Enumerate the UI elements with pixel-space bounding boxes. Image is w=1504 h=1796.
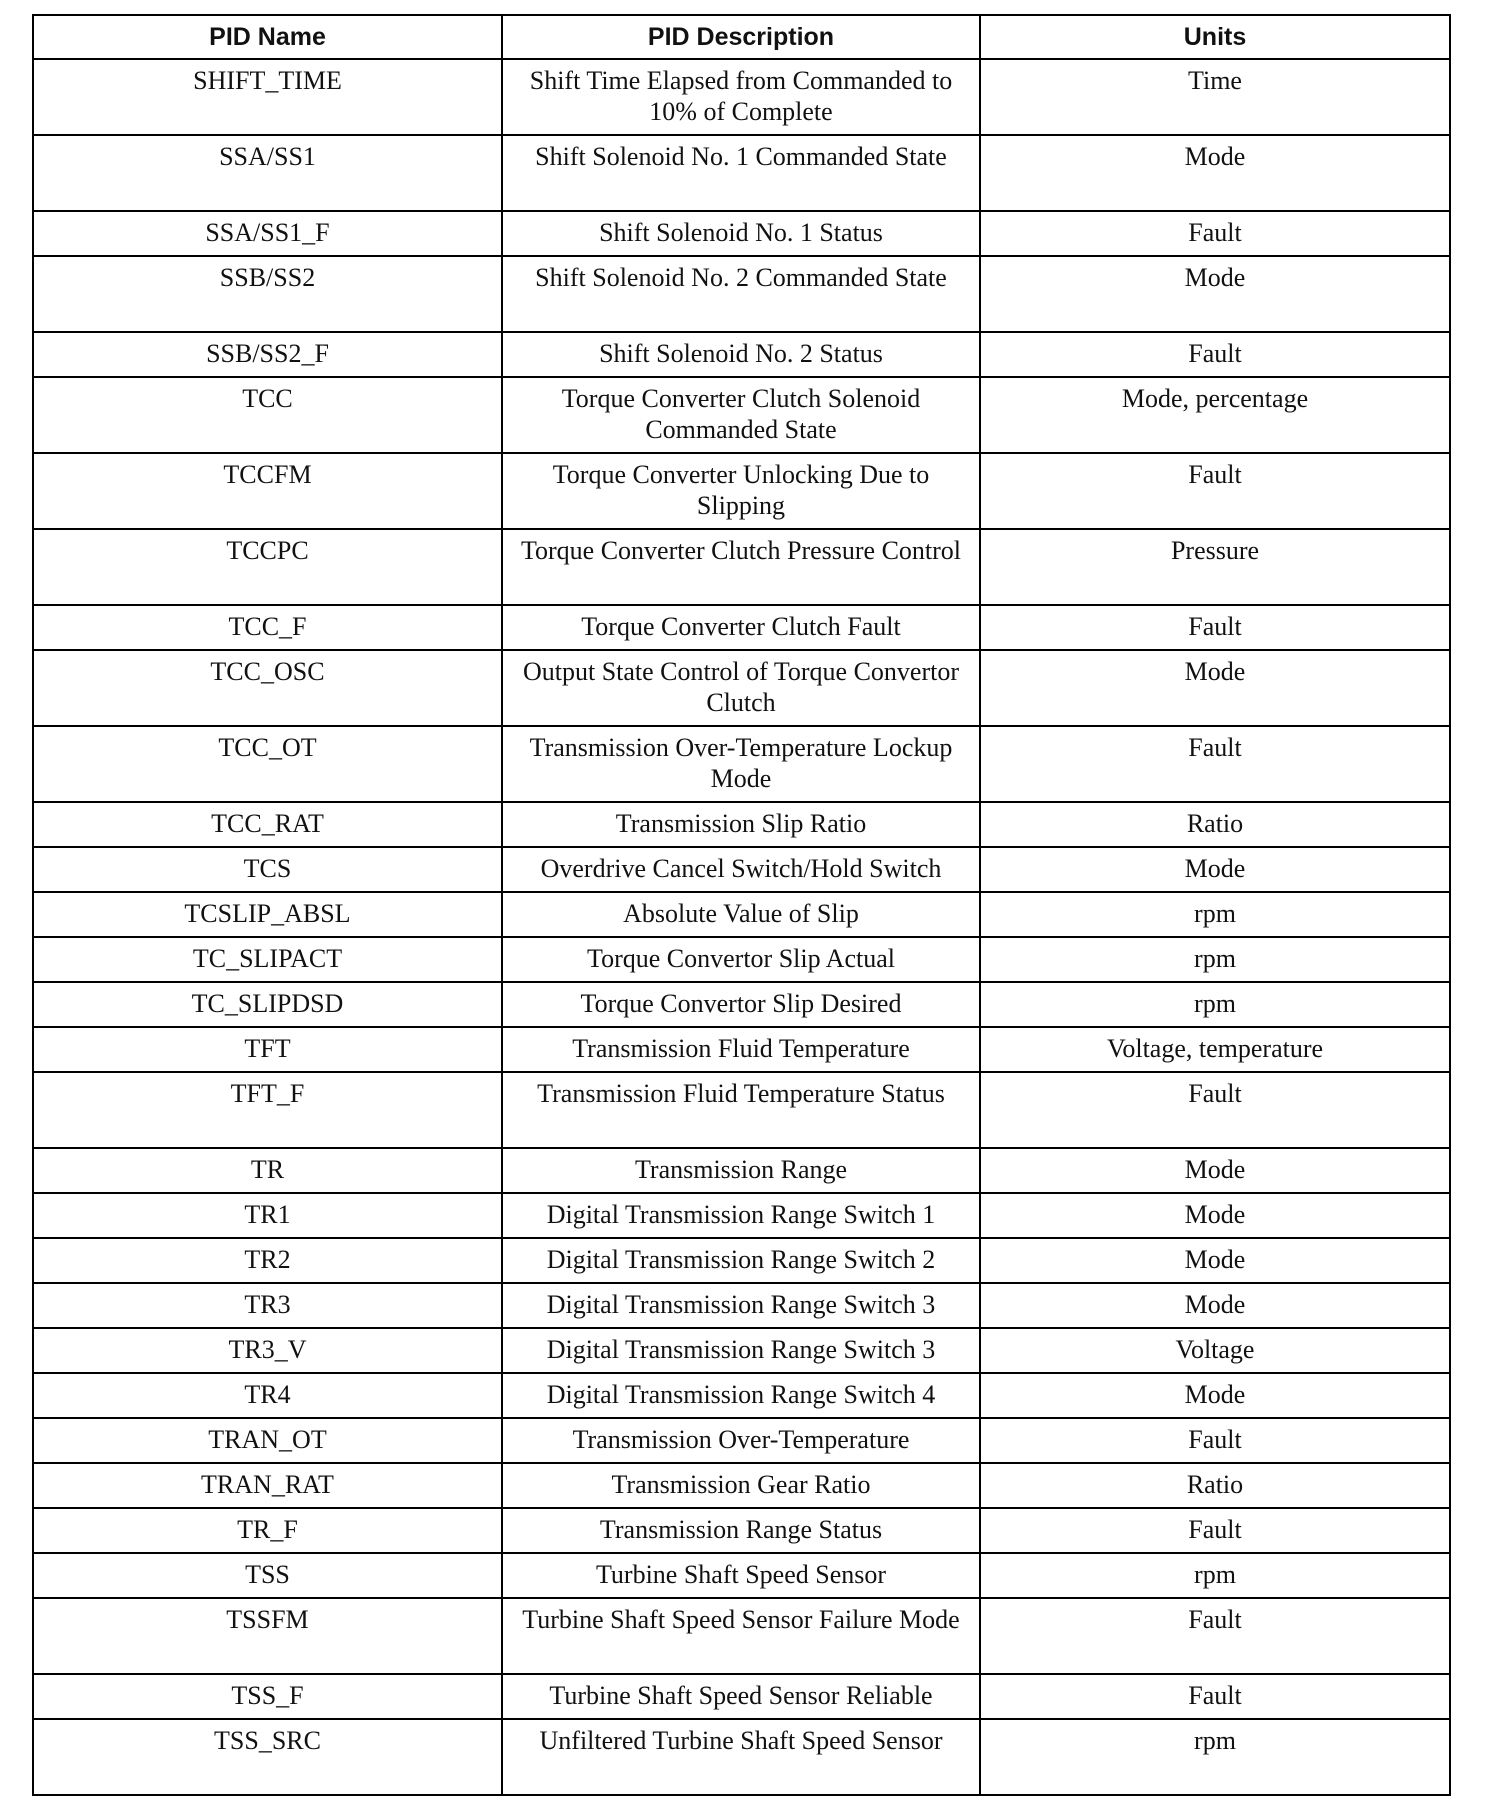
pid-name-cell: TCC [33, 377, 502, 453]
pid-description-cell: Torque Converter Unlocking Due to Slipping [502, 453, 980, 529]
pid-name-cell: TCS [33, 847, 502, 892]
table-row [33, 377, 1450, 453]
units-cell: rpm [980, 892, 1450, 937]
pid-description-cell: Digital Transmission Range Switch 4 [502, 1373, 980, 1418]
pid-name-cell: TR3 [33, 1283, 502, 1328]
table-row [33, 529, 1450, 605]
units-cell: Time [980, 59, 1450, 135]
table-row [33, 1238, 1450, 1283]
pid-name-cell: TR4 [33, 1373, 502, 1418]
table-row [33, 332, 1450, 377]
table-row [33, 937, 1450, 982]
table-row [33, 802, 1450, 847]
table-row [33, 1674, 1450, 1719]
table-row [33, 256, 1450, 332]
pid-name-cell: TFT_F [33, 1072, 502, 1148]
units-cell: Fault [980, 211, 1450, 256]
pid-name-cell: TR2 [33, 1238, 502, 1283]
table-row [33, 1598, 1450, 1674]
units-cell: Mode [980, 1148, 1450, 1193]
pid-description-cell: Transmission Over-Temperature Lockup Mode [502, 726, 980, 802]
pid-description-cell: Transmission Over-Temperature [502, 1418, 980, 1463]
table-row [33, 605, 1450, 650]
pid-name-cell: TR [33, 1148, 502, 1193]
table-row [33, 1328, 1450, 1373]
table-row [33, 1283, 1450, 1328]
units-cell: Mode [980, 1283, 1450, 1328]
pid-name-cell: TCCFM [33, 453, 502, 529]
pid-name-cell: SSB/SS2 [33, 256, 502, 332]
pid-name-cell: TRAN_RAT [33, 1463, 502, 1508]
pid-description-cell: Transmission Gear Ratio [502, 1463, 980, 1508]
pid-description-cell: Transmission Range [502, 1148, 980, 1193]
units-cell: Fault [980, 1072, 1450, 1148]
pid-description-cell: Torque Convertor Slip Actual [502, 937, 980, 982]
pid-description-cell: Torque Convertor Slip Desired [502, 982, 980, 1027]
units-cell: Pressure [980, 529, 1450, 605]
units-cell: Fault [980, 1508, 1450, 1553]
table-row [33, 1373, 1450, 1418]
units-cell: Voltage, temperature [980, 1027, 1450, 1072]
units-cell: Mode [980, 1373, 1450, 1418]
table-row [33, 59, 1450, 135]
table-row [33, 982, 1450, 1027]
table-row [33, 211, 1450, 256]
units-cell: Mode, percentage [980, 377, 1450, 453]
units-cell: rpm [980, 937, 1450, 982]
units-cell: rpm [980, 1719, 1450, 1795]
pid-name-cell: TR3_V [33, 1328, 502, 1373]
pid-name-cell: TCC_RAT [33, 802, 502, 847]
units-cell: Fault [980, 726, 1450, 802]
pid-name-cell: TCC_F [33, 605, 502, 650]
table-row [33, 1418, 1450, 1463]
units-cell: Mode [980, 847, 1450, 892]
units-cell: Mode [980, 1193, 1450, 1238]
units-cell: Fault [980, 605, 1450, 650]
table-row [33, 1719, 1450, 1795]
pid-name-cell: TCCPC [33, 529, 502, 605]
table-row [33, 847, 1450, 892]
pid-description-cell: Shift Solenoid No. 1 Commanded State [502, 135, 980, 211]
table-header-row [33, 15, 1450, 59]
pid-name-cell: TFT [33, 1027, 502, 1072]
table-row [33, 135, 1450, 211]
table-row [33, 1148, 1450, 1193]
pid-description-cell: Output State Control of Torque Convertor Clutch [502, 650, 980, 726]
pid-name-cell: TCC_OSC [33, 650, 502, 726]
units-cell: Mode [980, 650, 1450, 726]
units-cell: Mode [980, 256, 1450, 332]
pid-name-cell: TCC_OT [33, 726, 502, 802]
pid-description-cell: Shift Time Elapsed from Commanded to 10% of Complete [502, 59, 980, 135]
pid-description-cell: Torque Converter Clutch Solenoid Commanded State [502, 377, 980, 453]
pid-description-cell: Digital Transmission Range Switch 2 [502, 1238, 980, 1283]
pid-description-cell: Turbine Shaft Speed Sensor Reliable [502, 1674, 980, 1719]
pid-name-cell: SSA/SS1_F [33, 211, 502, 256]
table-row [33, 650, 1450, 726]
pid-description-cell: Shift Solenoid No. 1 Status [502, 211, 980, 256]
units-cell: Fault [980, 1674, 1450, 1719]
table-row [33, 453, 1450, 529]
pid-description-cell: Shift Solenoid No. 2 Status [502, 332, 980, 377]
pid-description-cell: Overdrive Cancel Switch/Hold Switch [502, 847, 980, 892]
header-pid-name: PID Name [33, 15, 502, 59]
units-cell: Fault [980, 453, 1450, 529]
pid-description-cell: Torque Converter Clutch Fault [502, 605, 980, 650]
table-row [33, 726, 1450, 802]
pid-name-cell: TSS [33, 1553, 502, 1598]
header-pid-description: PID Description [502, 15, 980, 59]
pid-name-cell: TRAN_OT [33, 1418, 502, 1463]
pid-description-cell: Unfiltered Turbine Shaft Speed Sensor [502, 1719, 980, 1795]
table-row [33, 1193, 1450, 1238]
pid-description-cell: Transmission Fluid Temperature Status [502, 1072, 980, 1148]
table-row [33, 1027, 1450, 1072]
pid-name-cell: TC_SLIPACT [33, 937, 502, 982]
table-row [33, 1508, 1450, 1553]
pid-name-cell: TSS_F [33, 1674, 502, 1719]
pid-name-cell: TC_SLIPDSD [33, 982, 502, 1027]
table-row [33, 1463, 1450, 1508]
pid-description-cell: Digital Transmission Range Switch 3 [502, 1328, 980, 1373]
units-cell: Ratio [980, 802, 1450, 847]
table-row [33, 892, 1450, 937]
pid-name-cell: SHIFT_TIME [33, 59, 502, 135]
units-cell: rpm [980, 1553, 1450, 1598]
pid-description-cell: Turbine Shaft Speed Sensor Failure Mode [502, 1598, 980, 1674]
pid-name-cell: TCSLIP_ABSL [33, 892, 502, 937]
pid-description-cell: Transmission Slip Ratio [502, 802, 980, 847]
pid-name-cell: TR1 [33, 1193, 502, 1238]
pid-name-cell: TR_F [33, 1508, 502, 1553]
pid-name-cell: SSA/SS1 [33, 135, 502, 211]
pid-name-cell: TSSFM [33, 1598, 502, 1674]
pid-description-cell: Transmission Range Status [502, 1508, 980, 1553]
pid-table [32, 14, 1451, 1796]
pid-description-cell: Digital Transmission Range Switch 3 [502, 1283, 980, 1328]
pid-description-cell: Turbine Shaft Speed Sensor [502, 1553, 980, 1598]
pid-name-cell: TSS_SRC [33, 1719, 502, 1795]
units-cell: Mode [980, 135, 1450, 211]
pid-description-cell: Torque Converter Clutch Pressure Control [502, 529, 980, 605]
units-cell: Ratio [980, 1463, 1450, 1508]
table-row [33, 1072, 1450, 1148]
units-cell: Fault [980, 332, 1450, 377]
pid-description-cell: Shift Solenoid No. 2 Commanded State [502, 256, 980, 332]
units-cell: rpm [980, 982, 1450, 1027]
units-cell: Voltage [980, 1328, 1450, 1373]
pid-description-cell: Digital Transmission Range Switch 1 [502, 1193, 980, 1238]
units-cell: Fault [980, 1598, 1450, 1674]
pid-description-cell: Transmission Fluid Temperature [502, 1027, 980, 1072]
pid-description-cell: Absolute Value of Slip [502, 892, 980, 937]
header-units: Units [980, 15, 1450, 59]
units-cell: Mode [980, 1238, 1450, 1283]
pid-name-cell: SSB/SS2_F [33, 332, 502, 377]
table-row [33, 1553, 1450, 1598]
units-cell: Fault [980, 1418, 1450, 1463]
